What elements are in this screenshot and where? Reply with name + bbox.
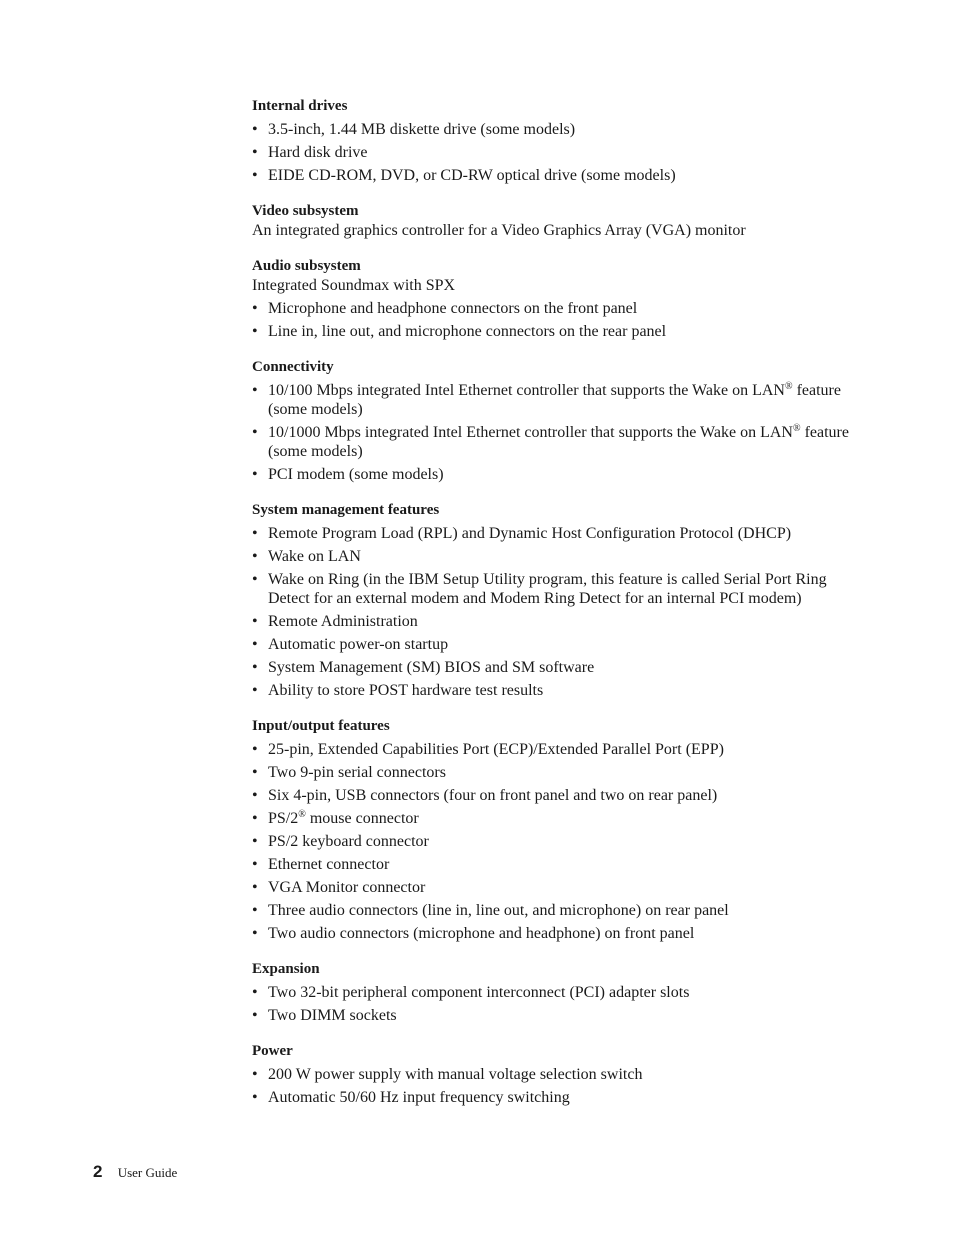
list-item — [252, 299, 852, 318]
list-item — [252, 524, 852, 543]
list-item — [252, 809, 852, 828]
list-item-text: PCI modem (some models) — [268, 466, 444, 483]
bullet-icon: • — [252, 382, 258, 399]
section-heading: Power — [252, 1043, 293, 1059]
section-system-management-features — [252, 501, 852, 700]
list-item — [252, 1065, 852, 1084]
list-item — [252, 570, 852, 608]
bullet-icon: • — [252, 300, 258, 317]
bullet-icon: • — [252, 636, 258, 653]
list-item-text: Hard disk drive — [268, 144, 368, 161]
list-item-text: Two audio connectors (microphone and headphone) on front panel — [268, 925, 695, 942]
page-number: 2 — [93, 1162, 103, 1181]
list-item-text: Ability to store POST hardware test results — [268, 682, 544, 699]
list-item — [252, 143, 852, 162]
bullet-list — [252, 1065, 852, 1107]
list-item-text: 10/100 Mbps integrated Intel Ethernet controller that supports the Wake on LAN® feature (some models) — [268, 381, 841, 418]
list-item-text: PS/2® mouse connector — [268, 809, 419, 827]
bullet-list — [252, 524, 852, 700]
list-item-text: Wake on LAN — [268, 548, 361, 565]
bullet-icon: • — [252, 682, 258, 699]
list-item-text: Ethernet connector — [268, 856, 390, 873]
bullet-list — [252, 381, 852, 484]
list-item — [252, 1006, 852, 1025]
page-footer — [93, 1162, 177, 1182]
list-item — [252, 855, 852, 874]
list-item-text: VGA Monitor connector — [268, 879, 426, 896]
list-item-text: Six 4-pin, USB connectors (four on front panel and two on rear panel) — [268, 787, 718, 804]
list-item — [252, 878, 852, 897]
list-item-text: System Management (SM) BIOS and SM software — [268, 659, 595, 676]
list-item-text: 25-pin, Extended Capabilities Port (ECP)/Extended Parallel Port (EPP) — [268, 741, 724, 758]
list-item — [252, 901, 852, 920]
section-intro: An integrated graphics controller for a Video Graphics Array (VGA) monitor — [252, 222, 746, 239]
list-item-text: Two DIMM sockets — [268, 1007, 397, 1024]
bullet-icon: • — [252, 525, 258, 542]
bullet-icon: • — [252, 121, 258, 138]
section-heading: Connectivity — [252, 359, 334, 375]
list-item — [252, 547, 852, 566]
list-item-text: Line in, line out, and microphone connectors on the rear panel — [268, 323, 667, 340]
bullet-icon: • — [252, 1089, 258, 1106]
list-item — [252, 1088, 852, 1107]
list-item — [252, 465, 852, 484]
list-item — [252, 763, 852, 782]
list-item-text: PS/2 keyboard connector — [268, 833, 429, 850]
section-heading: Audio subsystem — [252, 258, 361, 274]
bullet-icon: • — [252, 984, 258, 1001]
bullet-icon: • — [252, 879, 258, 896]
list-item — [252, 166, 852, 185]
bullet-icon: • — [252, 167, 258, 184]
list-item-text: Wake on Ring (in the IBM Setup Utility program, this feature is called Serial Port Ring Detect for an external modem and Modem Ring Detect for an internal PCI modem) — [268, 571, 827, 607]
list-item-text: Three audio connectors (line in, line out, and microphone) on rear panel — [268, 902, 729, 919]
list-item — [252, 740, 852, 759]
list-item — [252, 381, 852, 419]
bullet-icon: • — [252, 548, 258, 565]
list-item — [252, 983, 852, 1002]
list-item-text: Automatic 50/60 Hz input frequency switching — [268, 1089, 570, 1106]
list-item — [252, 322, 852, 341]
bullet-icon: • — [252, 741, 258, 758]
list-item-text: 10/1000 Mbps integrated Intel Ethernet controller that supports the Wake on LAN® feature (some models) — [268, 423, 849, 460]
list-item — [252, 635, 852, 654]
list-item-text: Two 9-pin serial connectors — [268, 764, 446, 781]
bullet-icon: • — [252, 144, 258, 161]
bullet-icon: • — [252, 925, 258, 942]
bullet-list — [252, 120, 852, 185]
section-heading: Video subsystem — [252, 203, 359, 219]
section-heading: Internal drives — [252, 98, 348, 114]
list-item-text: EIDE CD-ROM, DVD, or CD-RW optical drive (some models) — [268, 167, 676, 184]
document-title: User Guide — [117, 1165, 178, 1180]
list-item-text: Remote Program Load (RPL) and Dynamic Host Configuration Protocol (DHCP) — [268, 525, 792, 542]
list-item-text: 3.5-inch, 1.44 MB diskette drive (some models) — [268, 121, 576, 138]
bullet-icon: • — [252, 787, 258, 804]
list-item-text: Remote Administration — [268, 613, 418, 630]
section-input-output-features — [252, 717, 852, 943]
bullet-icon: • — [252, 1066, 258, 1083]
list-item-text: Two 32-bit peripheral component interconnect (PCI) adapter slots — [268, 984, 690, 1001]
list-item — [252, 120, 852, 139]
bullet-icon: • — [252, 833, 258, 850]
list-item-text: 200 W power supply with manual voltage selection switch — [268, 1066, 643, 1083]
bullet-icon: • — [252, 764, 258, 781]
list-item — [252, 681, 852, 700]
bullet-icon: • — [252, 571, 258, 588]
bullet-icon: • — [252, 659, 258, 676]
section-intro: Integrated Soundmax with SPX — [252, 277, 456, 294]
section-heading: Expansion — [252, 961, 320, 977]
list-item — [252, 786, 852, 805]
section-expansion — [252, 960, 852, 1025]
bullet-icon: • — [252, 323, 258, 340]
bullet-list — [252, 740, 852, 943]
section-heading: System management features — [252, 502, 440, 518]
bullet-icon: • — [252, 424, 258, 441]
section-internal-drives — [252, 97, 852, 185]
list-item — [252, 832, 852, 851]
section-video-subsystem — [252, 202, 852, 240]
section-heading: Input/output features — [252, 718, 390, 734]
bullet-icon: • — [252, 856, 258, 873]
list-item — [252, 658, 852, 677]
bullet-icon: • — [252, 902, 258, 919]
section-connectivity — [252, 358, 852, 484]
bullet-icon: • — [252, 466, 258, 483]
bullet-icon: • — [252, 1007, 258, 1024]
bullet-icon: • — [252, 613, 258, 630]
list-item — [252, 423, 852, 461]
list-item-text: Microphone and headphone connectors on the front panel — [268, 300, 638, 317]
section-audio-subsystem — [252, 257, 852, 341]
page-content — [252, 97, 852, 1124]
list-item-text: Automatic power-on startup — [268, 636, 449, 653]
section-power — [252, 1042, 852, 1107]
list-item — [252, 924, 852, 943]
list-item — [252, 612, 852, 631]
bullet-list — [252, 299, 852, 341]
bullet-list — [252, 983, 852, 1025]
bullet-icon: • — [252, 810, 258, 827]
